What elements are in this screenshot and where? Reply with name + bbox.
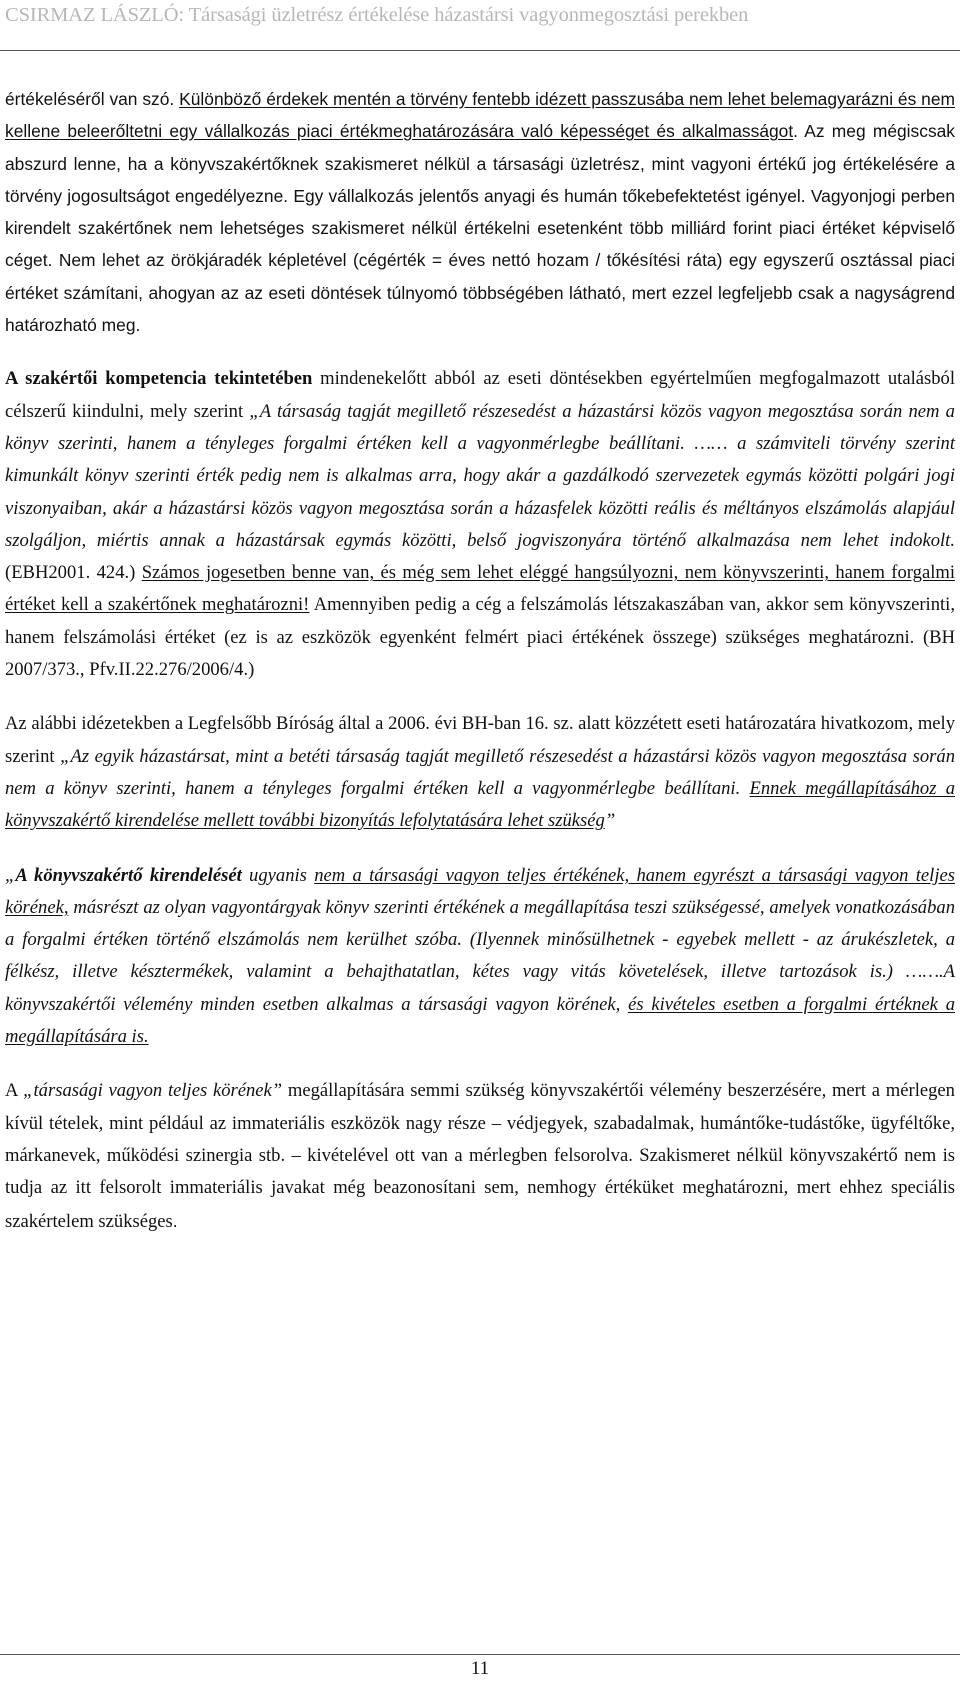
page-footer	[0, 1650, 960, 1690]
bold-italic-text: A könyvszakértő kirendelését	[15, 864, 242, 886]
italic-quote: „A társaság tagját megillető részesedést a házastársi közös vagyon megosztása során nem a könyv szerinti, hanem a tényleges forgalmi értéken kell a vagyonmérlegbe beállítani. …… a számviteli törvény szerint kimunkált könyv szerinti érték pedig nem is alkalmas arra, hogy akár a gazdálkodó szervezetek egymás közötti polgári jogi viszonyaiban, akár a házastársi közös vagyon megosztása során a házasfelek közötti reális és méltányos elszámolás alapjául szolgáljon, miértis annak a házastársak egymás közötti, belső jogviszonyára történő alkalmazása nem lehet indokolt.	[5, 400, 955, 551]
underlined-text: Számos jogesetben benne van, és még sem lehet eléggé hangsúlyozni, nem könyvszerinti, hanem forgalmi értéket kell a szakértőnek meghatározni!	[5, 562, 955, 616]
running-title: CSIRMAZ LÁSZLÓ: Társasági üzletrész értékelése házastársi vagyonmegosztási perekben	[5, 4, 749, 26]
citation: (EBH2001. 424.)	[5, 562, 142, 584]
text-run: A	[5, 1080, 24, 1102]
page-header	[0, 0, 960, 51]
final-period: .	[172, 1210, 178, 1231]
italic-quote: „társasági vagyon teljes körének”	[23, 1080, 283, 1102]
footer-rule	[0, 1654, 960, 1655]
paragraph-expert-competence	[5, 363, 955, 686]
text-run: . Az meg mégiscsak abszurd lenne, ha a könyvszakértőknek szakismeret nélkül a társasági üzletrész, mint vagyoni értékű jog értékelésére a törvény jogosultságot engedélyezne. Egy vállalkozás jelentős anyagi és humán tőkebefektetést igényel. Vagyonjogi perben kirendelt szakértőnek nem lehetséges szakismeret nélkül értékelni esetenként több milliárd forint piaci értéket képviselő céget.	[5, 121, 956, 271]
underlined-italic-text: és kivételes esetben a forgalmi értéknek a megállapítására is.	[5, 993, 955, 1048]
opening-quote-mark: „	[5, 864, 16, 886]
text-run: megállapítására semmi szükség könyvszakértői vélemény beszerzésére, mert a mérlegen kívül tételek, mint például az immateriális eszközök nagy része – védjegyek, szabadalmak, humántőke-tudástőke, ügyféltőke, márkanevek, működési szinergia stb. – kivételével ott van a mérlegben felsorolva. Szakismeret nélkül könyvszakértő nem is tudja az itt felsorolt immateriális javakat még beazonosítani sem, nemhogy értéküket meghatározni, mert ehhez speciális szakértelem szükséges	[5, 1080, 955, 1232]
paragraph-accountant-appointment	[5, 860, 955, 1054]
text-run: Amennyiben pedig a cég a felszámolás létszakaszában van, akkor sem könyvszerinti, hanem felszámolási értéket (ez is az eszközök egyenként felmért piaci értékének összege) szükséges meghatározni. (BH 2007/373., Pfv.II.22.276/2006/4.)	[5, 594, 955, 681]
paragraph-supreme-court-quote	[5, 708, 955, 837]
closing-quote-mark: ”	[604, 810, 616, 832]
underlined-italic-quote: Ennek megállapításához a könyvszakértő kirendelése mellett további bizonyítás lefolytatására lehet szükség	[5, 777, 955, 832]
text-run: értékeléséről van szó.	[5, 89, 180, 109]
paragraph-intangible-assets	[5, 1075, 955, 1237]
paragraph-valuation-capability	[5, 83, 955, 341]
bold-heading-text: A szakértői kompetencia tekintetében	[5, 368, 313, 390]
text-run: ugyanis	[241, 864, 315, 886]
italic-quote: „Az egyik házastársat, mint a betéti társaság tagját megillető részesedést a házastársi közös vagyon megosztása során nem a könyv szerinti, hanem a tényleges forgalmi értéken kell a vagyonmérlegbe beállítani.	[5, 745, 955, 799]
underlined-italic-text: nem a társasági vagyon teljes értékének, hanem egyrészt a társasági vagyon teljes körének,	[5, 864, 955, 918]
text-run: másrészt az olyan vagyontárgyak könyv szerinti értékének a megállapítása teszi szükségessé, amelyek vonatkozásában a forgalmi értéken történő elszámolás nem kerülhet szóba. (Ilyennek minősülhetnek - egyebek mellett - az árukészletek, a félkész, illetve késztermékek, valamint a behajthatatlan, kétes vagy vitás követelések, illetve tartozások is.) …….A könyvszakértői vélemény minden esetben alkalmas a társasági vagyon körének,	[5, 896, 955, 1015]
underlined-text: Különböző érdekek mentén a törvény fentebb idézett passzusába nem lehet belemagyarázni és nem kellene beleerőltetni egy vállalkozás piaci értékmeghatározására való képességet és alkalmasságot	[5, 89, 956, 142]
text-run: mindenekelőtt abból az eseti döntésekben egyértelműen megfogalmazott utalásból célszerű kiindulni, mely szerint	[5, 368, 955, 422]
document-body	[5, 83, 955, 1238]
text-run: Az alábbi idézetekben a Legfelsőbb Bíróság által a 2006. évi BH-ban 16. sz. alatt közzétett eseti határozatára hivatkozom, mely szerint	[5, 713, 955, 767]
page-number: 11	[470, 1658, 490, 1679]
text-run: Nem lehet az örökjáradék képletével (cégérték = éves nettó hozam / tőkésítési ráta) egy egyszerű osztással piaci értéket számítani, ahogyan az az eseti döntések túlnyomó többségében látható, mert ezzel legfeljebb csak a nagyságrend határozható meg.	[5, 250, 955, 336]
